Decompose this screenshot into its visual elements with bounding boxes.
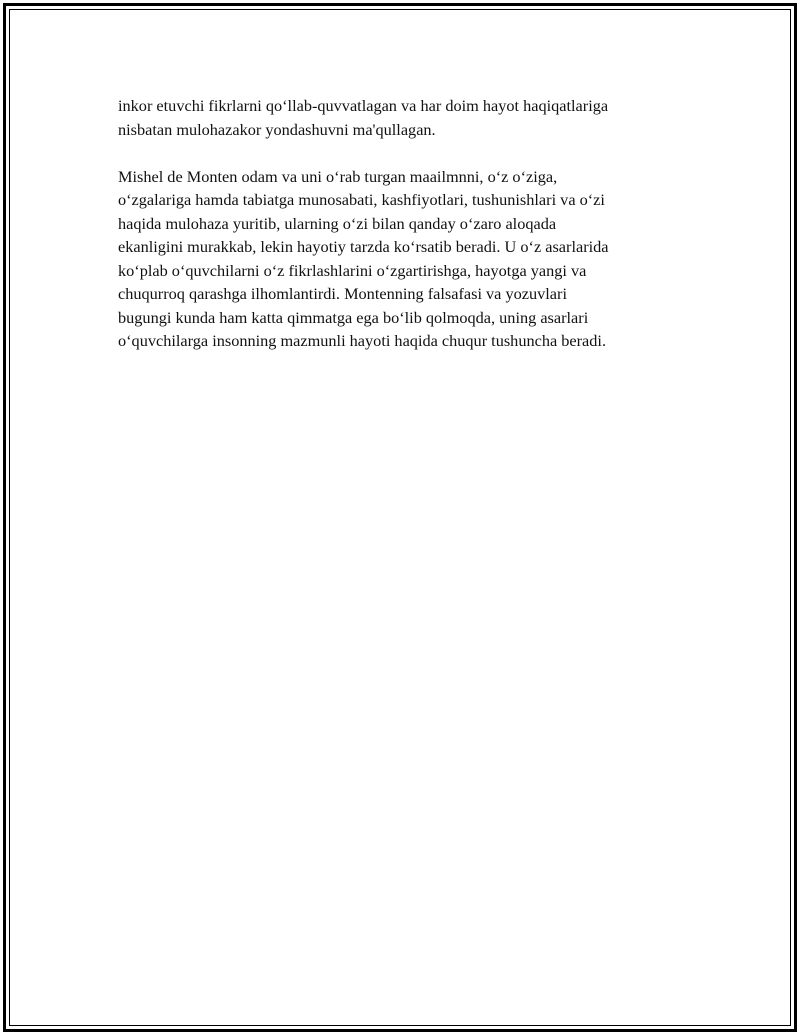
- text-line: nisbatan mulohazakor yondashuvni ma'qullagan.: [118, 119, 436, 139]
- text-line: haqida mulohaza yuritib, ularning o‘zi bilan qanday o‘zaro aloqada: [118, 213, 557, 233]
- text-line: ekanligini murakkab, lekin hayotiy tarzda ko‘rsatib beradi. U o‘z asarlarida: [118, 237, 609, 256]
- document-body: [118, 94, 688, 376]
- text-line: o‘quvchilarga insonning mazmunli hayoti haqida chuqur tushuncha beradi.: [118, 331, 607, 350]
- text-line: Mishel de Monten odam va uni o‘rab turgan maailmnni, o‘z o‘ziga,: [118, 166, 558, 186]
- text-line: bugungi kunda ham katta qimmatga ega bo‘lib qolmoqda, uning asarlari: [118, 307, 589, 327]
- text-line: o‘zgalariga hamda tabiatga munosabati, kashfiyotlari, tushunishlari va o‘zi: [118, 190, 605, 209]
- paragraph-2: [118, 165, 688, 353]
- paragraph-1: [118, 94, 688, 141]
- text-line: inkor etuvchi fikrlarni qo‘llab-quvvatlagan va har doim hayot haqiqatlariga: [118, 96, 609, 115]
- text-line: ko‘plab o‘quvchilarni o‘z fikrlashlarini o‘zgartirishga, hayotga yangi va: [118, 260, 587, 280]
- text-line: chuqurroq qarashga ilhomlantirdi. Montenning falsafasi va yozuvlari: [118, 284, 567, 303]
